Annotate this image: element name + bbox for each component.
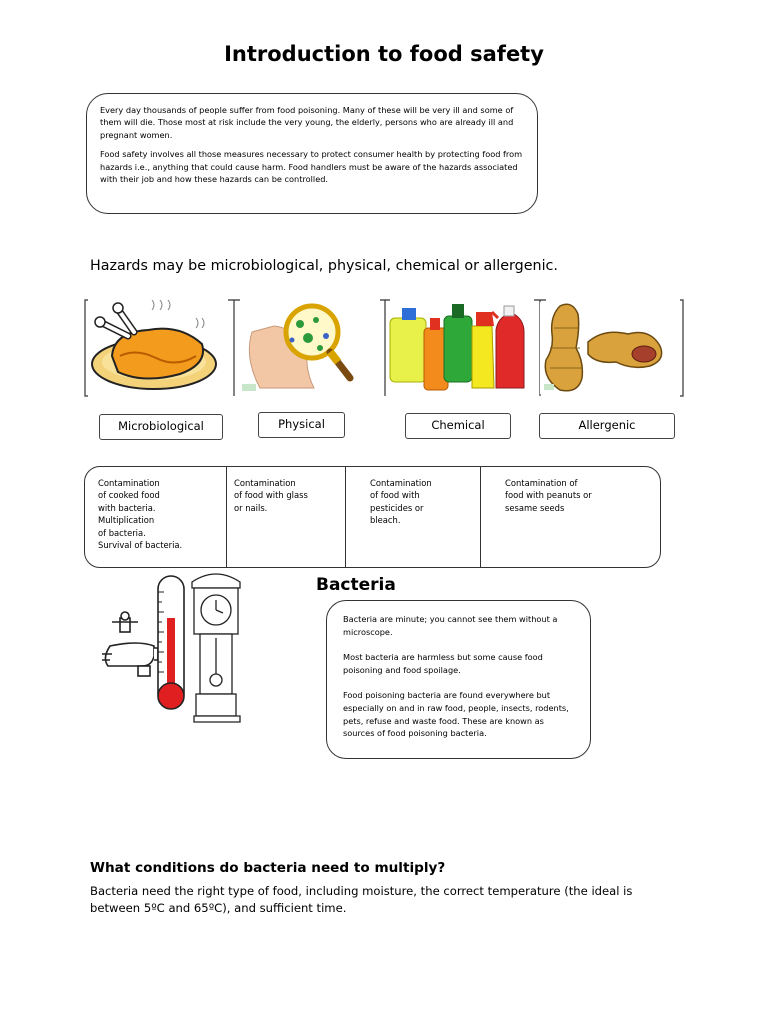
cleaning-bottles-icon	[390, 302, 534, 394]
cell-line: or nails.	[234, 502, 268, 513]
cell-line: Multiplication	[98, 515, 155, 526]
thermometer-icon	[158, 576, 184, 709]
cell-line: Contamination	[234, 478, 296, 488]
column-divider	[345, 467, 346, 567]
conditions-text: Bacteria need the right type of food, including moisture, the correct temperature (the ideal is between 5ºC and 65ºC), and sufficient time.	[90, 884, 633, 915]
label-chemical: Chemical	[405, 413, 511, 439]
cell-microbiological	[98, 477, 182, 551]
intro-paragraph-2: Food safety involves all those measures necessary to protect consumer health by protecting food from hazards i.e., anything that could cause harm. Food handlers must be aware of the hazards associated with their job and how these hazards can be controlled.	[100, 149, 523, 185]
roast-chicken-icon	[92, 300, 216, 389]
cell-line: Survival of bacteria.	[98, 540, 183, 551]
cell-line: of bacteria.	[98, 527, 146, 538]
cell-line: sesame seeds	[505, 502, 565, 513]
bacteria-heading: Bacteria	[316, 575, 396, 595]
cell-line: pesticides or	[370, 502, 424, 513]
bacteria-paragraph-2: Most bacteria are harmless but some cause food poisoning and food spoilage.	[343, 652, 543, 675]
magnifier-bacteria-icon	[240, 302, 380, 394]
bacteria-paragraph-3: Food poisoning bacteria are found everywhere but especially on and in raw food, people, insects, rodents, pets, refuse and waste food. These are known as sources of food poisoning bacteria.	[343, 690, 569, 739]
cell-chemical	[370, 477, 432, 527]
cell-line: with bacteria.	[98, 502, 156, 513]
cell-line: Contamination	[98, 478, 160, 488]
cell-line: Contamination	[370, 478, 432, 488]
bacteria-info-box	[326, 600, 591, 759]
label-allergenic: Allergenic	[539, 413, 675, 439]
hazard-examples-table	[84, 466, 661, 568]
label-microbiological: Microbiological	[99, 414, 223, 440]
conditions-heading: What conditions do bacteria need to multiply?	[90, 860, 446, 876]
cell-line: bleach.	[370, 515, 401, 526]
column-divider	[226, 467, 227, 567]
hazard-image-strip	[84, 298, 684, 398]
intro-paragraph-1: Every day thousands of people suffer from food poisoning. Many of these will be very ill and some of them will die. Those most at risk include the very young, the elderly, persons who are already ill and pregnant women.	[100, 105, 514, 140]
bacteria-paragraph-1: Bacteria are minute; you cannot see them without a microscope.	[343, 614, 558, 637]
hazards-statement: Hazards may be microbiological, physical, chemical or allergenic.	[90, 258, 558, 274]
column-divider	[480, 467, 481, 567]
label-physical: Physical	[258, 412, 345, 438]
cell-physical	[234, 477, 308, 514]
cell-line: of food with glass	[234, 490, 308, 501]
cell-line: food with peanuts or	[505, 490, 592, 501]
bacteria-illustrations	[98, 568, 248, 724]
peanuts-icon	[540, 302, 680, 394]
cell-line: of cooked food	[98, 490, 160, 501]
cell-line: Contamination of	[505, 478, 578, 488]
intro-box	[86, 93, 538, 214]
cell-allergenic	[505, 477, 592, 514]
cell-line: of food with	[370, 490, 420, 501]
page-title: Introduction to food safety	[224, 42, 544, 66]
grandfather-clock-icon	[192, 574, 240, 722]
tap-icon	[102, 612, 158, 676]
